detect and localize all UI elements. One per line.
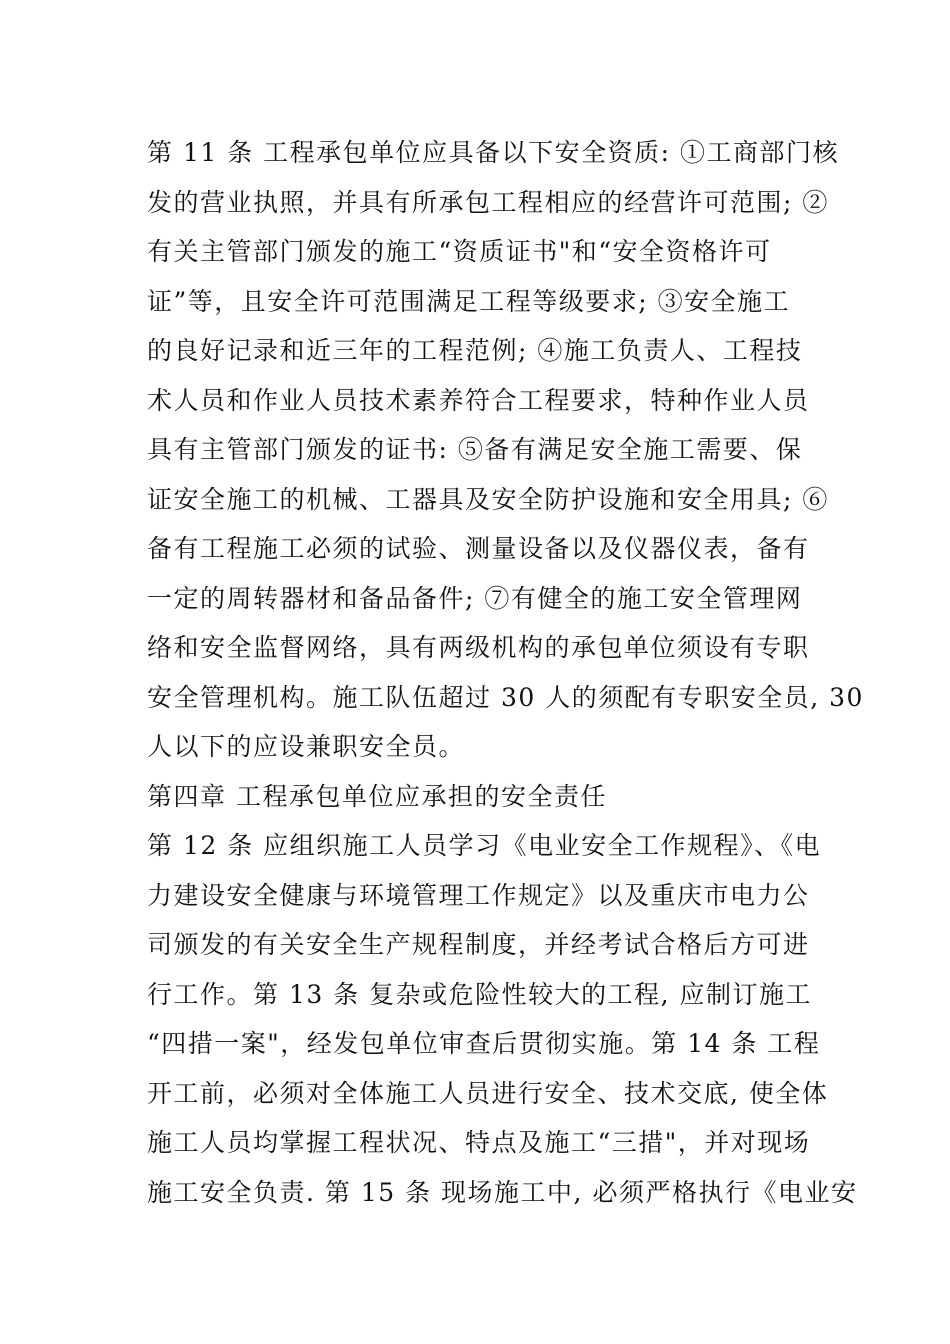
text-line: 第 11 条 工程承包单位应具备以下安全资质: ①工商部门核 — [147, 138, 840, 167]
text-line: 具有主管部门颁发的证书: ⑤备有满足安全施工需要、保 — [147, 435, 803, 464]
document-body — [147, 128, 864, 1217]
text-line: 证”等，且安全许可范围满足工程等级要求; ③安全施工 — [147, 286, 791, 316]
chapter-heading: 第四章 工程承包单位应承担的安全责任 — [147, 781, 607, 811]
text-line: 人以下的应设兼职安全员。 — [147, 732, 466, 761]
text-line: 络和安全监督网络，具有两级机构的承包单位须设有专职 — [147, 633, 810, 662]
text-line: 施工安全负责. 第 15 条 现场施工中, 必须严格执行《电业安 — [147, 1177, 858, 1207]
text-line: “四措一案"，经发包单位审查后贯彻实施。第 14 条 工程 — [147, 1029, 821, 1058]
text-line: 备有工程施工必须的试验、测量设备以及仪器仪表，备有 — [147, 534, 810, 563]
text-line: 有关主管部门颁发的施工“资质证书"和“安全资格许可 — [147, 237, 772, 266]
text-line: 安全管理机构。施工队伍超过 30 人的须配有专职安全员, 30 — [147, 682, 864, 712]
text-line: 证安全施工的机械、工器具及安全防护设施和安全用具; ⑥ — [147, 484, 829, 514]
text-line: 发的营业执照，并具有所承包工程相应的经营许可范围; ② — [147, 187, 829, 217]
text-line: 一定的周转器材和备品备件; ⑦有健全的施工安全管理网 — [147, 583, 803, 613]
text-line: 行工作。第 13 条 复杂或危险性较大的工程, 应制订施工 — [147, 979, 813, 1009]
text-line: 术人员和作业人员技术素养符合工程要求，特种作业人员 — [147, 385, 810, 415]
text-line: 施工人员均掌握工程状况、特点及施工“三措"，并对现场 — [147, 1128, 811, 1157]
text-line: 开工前，必须对全体施工人员进行安全、技术交底, 使全体 — [147, 1078, 829, 1108]
text-line: 司颁发的有关安全生产规程制度，并经考试合格后方可进 — [147, 930, 810, 959]
text-line: 力建设安全健康与环境管理工作规定》以及重庆市电力公 — [147, 880, 810, 910]
text-line: 的良好记录和近三年的工程范例; ④施工负责人、工程技 — [147, 336, 803, 365]
text-line: 第 12 条 应组织施工人员学习《电业安全工作规程》、《电 — [147, 831, 822, 860]
